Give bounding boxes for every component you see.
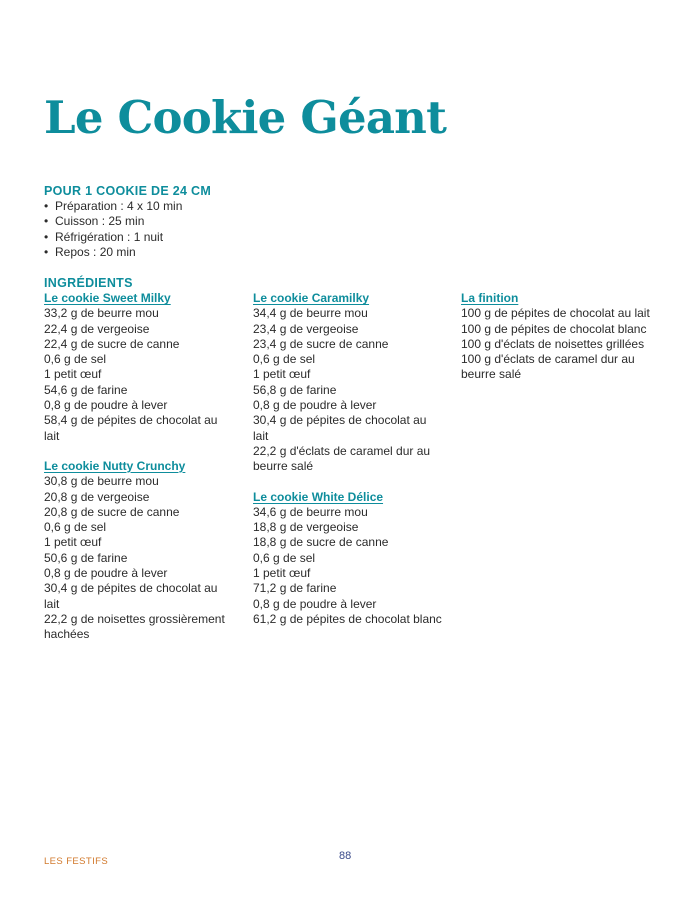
- ingredient-item: 23,4 g de sucre de canne: [253, 336, 389, 351]
- ingredient-list: [461, 306, 651, 382]
- ingredient-item: 23,4 g de vergeoise: [253, 321, 359, 336]
- yield-heading: POUR 1 COOKIE DE 24 CM: [44, 184, 212, 198]
- ingredient-section: [44, 459, 234, 643]
- timing-item: • Repos : 20 min: [44, 244, 136, 259]
- ingredient-section-title: Le cookie Caramilky: [253, 291, 370, 305]
- ingredient-item: 1 petit œuf: [253, 367, 311, 382]
- ingredient-item: 34,6 g de beurre mou: [253, 504, 368, 519]
- page-title: Le Cookie Géant: [44, 91, 447, 144]
- ingredient-item: 0,8 g de poudre à lever: [253, 596, 377, 611]
- ingredient-item: 22,4 g de sucre de canne: [44, 336, 180, 351]
- ingredient-section: [253, 291, 443, 475]
- bullet-icon: •: [44, 229, 49, 244]
- timing-item: • Réfrigération : 1 nuit: [44, 229, 164, 244]
- ingredient-section: [461, 291, 651, 383]
- ingredient-item: 18,8 g de sucre de canne: [253, 535, 389, 550]
- page-number: 88: [339, 850, 352, 862]
- ingredient-item: 0,8 g de poudre à lever: [44, 398, 168, 413]
- ingredient-section: [44, 291, 234, 444]
- ingredient-item: 56,8 g de farine: [253, 382, 337, 397]
- ingredients-column-3: [461, 291, 651, 398]
- ingredient-section-title: Le cookie Sweet Milky: [44, 291, 171, 305]
- ingredient-item: 100 g de pépites de chocolat au lait: [461, 306, 650, 321]
- ingredient-item: 100 g de pépites de chocolat blanc: [461, 321, 647, 336]
- ingredient-list: [44, 474, 234, 642]
- ingredient-item: 22,4 g de vergeoise: [44, 321, 150, 336]
- recipe-meta: [44, 184, 344, 260]
- ingredient-item: 0,6 g de sel: [44, 352, 107, 367]
- ingredient-item: 34,4 g de beurre mou: [253, 306, 368, 321]
- bullet-icon: •: [44, 244, 49, 259]
- ingredient-item: 0,8 g de poudre à lever: [44, 566, 168, 581]
- ingredient-section-title: Le cookie Nutty Crunchy: [44, 458, 186, 473]
- ingredients-heading: INGRÉDIENTS: [44, 276, 133, 290]
- ingredient-list: [253, 306, 443, 474]
- ingredients-column-2: [253, 291, 443, 642]
- timing-item: • Cuisson : 25 min: [44, 214, 145, 229]
- bullet-icon: •: [44, 214, 49, 229]
- ingredient-item: 30,4 g de pépites de chocolat au lait: [253, 413, 427, 443]
- ingredient-item: 1 petit œuf: [44, 535, 102, 550]
- ingredient-item: 61,2 g de pépites de chocolat blanc: [253, 611, 442, 626]
- ingredient-item: 1 petit œuf: [253, 566, 311, 581]
- ingredient-item: 0,6 g de sel: [253, 352, 316, 367]
- ingredient-item: 0,8 g de poudre à lever: [253, 398, 377, 413]
- ingredient-item: 71,2 g de farine: [253, 581, 337, 596]
- ingredient-item: 100 g d'éclats de noisettes grillées: [461, 336, 645, 351]
- ingredient-item: 22,2 g de noisettes grossièrement hachées: [44, 611, 225, 642]
- timing-list: [44, 199, 344, 260]
- ingredient-item: 54,6 g de farine: [44, 382, 128, 397]
- ingredients-column-1: [44, 291, 234, 658]
- bullet-icon: •: [44, 199, 49, 213]
- ingredient-item: 30,4 g de pépites de chocolat au lait: [44, 581, 218, 611]
- ingredient-item: 58,4 g de pépites de chocolat au lait: [44, 413, 218, 443]
- ingredient-item: 30,8 g de beurre mou: [44, 474, 159, 489]
- timing-item: • Préparation : 4 x 10 min: [44, 199, 183, 213]
- ingredient-list: [253, 505, 443, 627]
- ingredient-item: 33,2 g de beurre mou: [44, 306, 159, 321]
- ingredient-item: 18,8 g de vergeoise: [253, 520, 359, 535]
- ingredient-item: 20,8 g de sucre de canne: [44, 504, 180, 519]
- ingredient-item: 20,8 g de vergeoise: [44, 489, 150, 504]
- ingredient-item: 0,6 g de sel: [44, 520, 107, 535]
- section-label: LES FESTIFS: [44, 856, 109, 867]
- ingredient-item: 22,2 g d'éclats de caramel dur au beurre salé: [253, 443, 431, 474]
- ingredient-section-title: La finition: [461, 291, 519, 305]
- ingredient-item: 100 g d'éclats de caramel dur au beurre salé: [461, 352, 635, 382]
- ingredient-section: [253, 490, 443, 628]
- ingredient-item: 50,6 g de farine: [44, 550, 128, 565]
- ingredient-item: 0,6 g de sel: [253, 550, 316, 565]
- ingredient-item: 1 petit œuf: [44, 367, 102, 382]
- ingredient-list: [44, 306, 234, 444]
- ingredient-section-title: Le cookie White Délice: [253, 489, 384, 504]
